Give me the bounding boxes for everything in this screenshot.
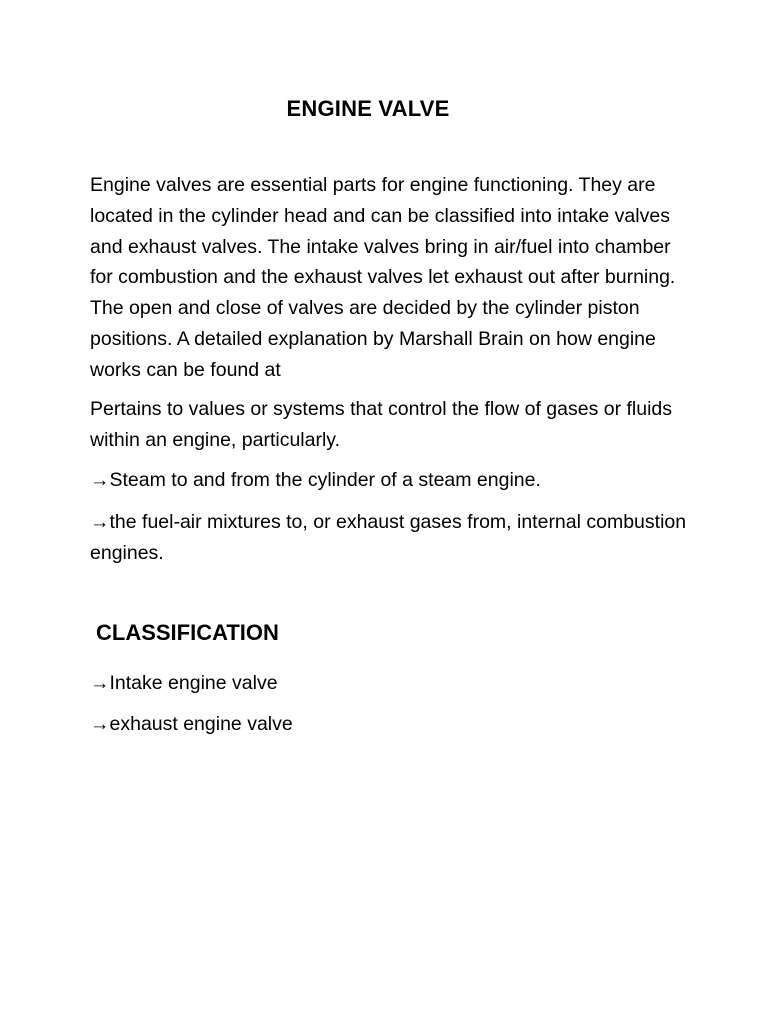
classification-item-intake (90, 668, 278, 698)
bullet-fuel-air (90, 507, 690, 569)
classification-item-text: exhaust engine valve (109, 713, 293, 735)
bullet-steam-text: Steam to and from the cylinder of a steam engine. (109, 469, 541, 491)
definition-paragraph: Pertains to values or systems that control the flow of gases or fluids within an engine, particularly. (90, 398, 673, 451)
bullet-fuel-air-text: the fuel-air mixtures to, or exhaust gases from, internal combustion engines. (90, 511, 687, 564)
bullet-steam (90, 465, 690, 496)
classification-heading: CLASSIFICATION (96, 620, 279, 645)
classification-item-text: Intake engine valve (109, 672, 278, 694)
classification-item-exhaust (90, 709, 293, 739)
arrow-icon: → (90, 469, 110, 491)
arrow-icon: → (90, 672, 110, 694)
arrow-icon: → (90, 713, 110, 735)
document-title: ENGINE VALVE (286, 96, 450, 121)
arrow-icon: → (90, 511, 110, 533)
intro-paragraph: Engine valves are essential parts for engine functioning. They are located in the cylinder head and can be classified into intake valves and exhaust valves. The intake valves bring in air/fuel into chamber for combustion and the exhaust valves let exhaust out after burning. The open and close of valves are decided by the cylinder piston positions. A detailed explanation by Marshall Brain on how engine works can be found at (90, 174, 676, 381)
